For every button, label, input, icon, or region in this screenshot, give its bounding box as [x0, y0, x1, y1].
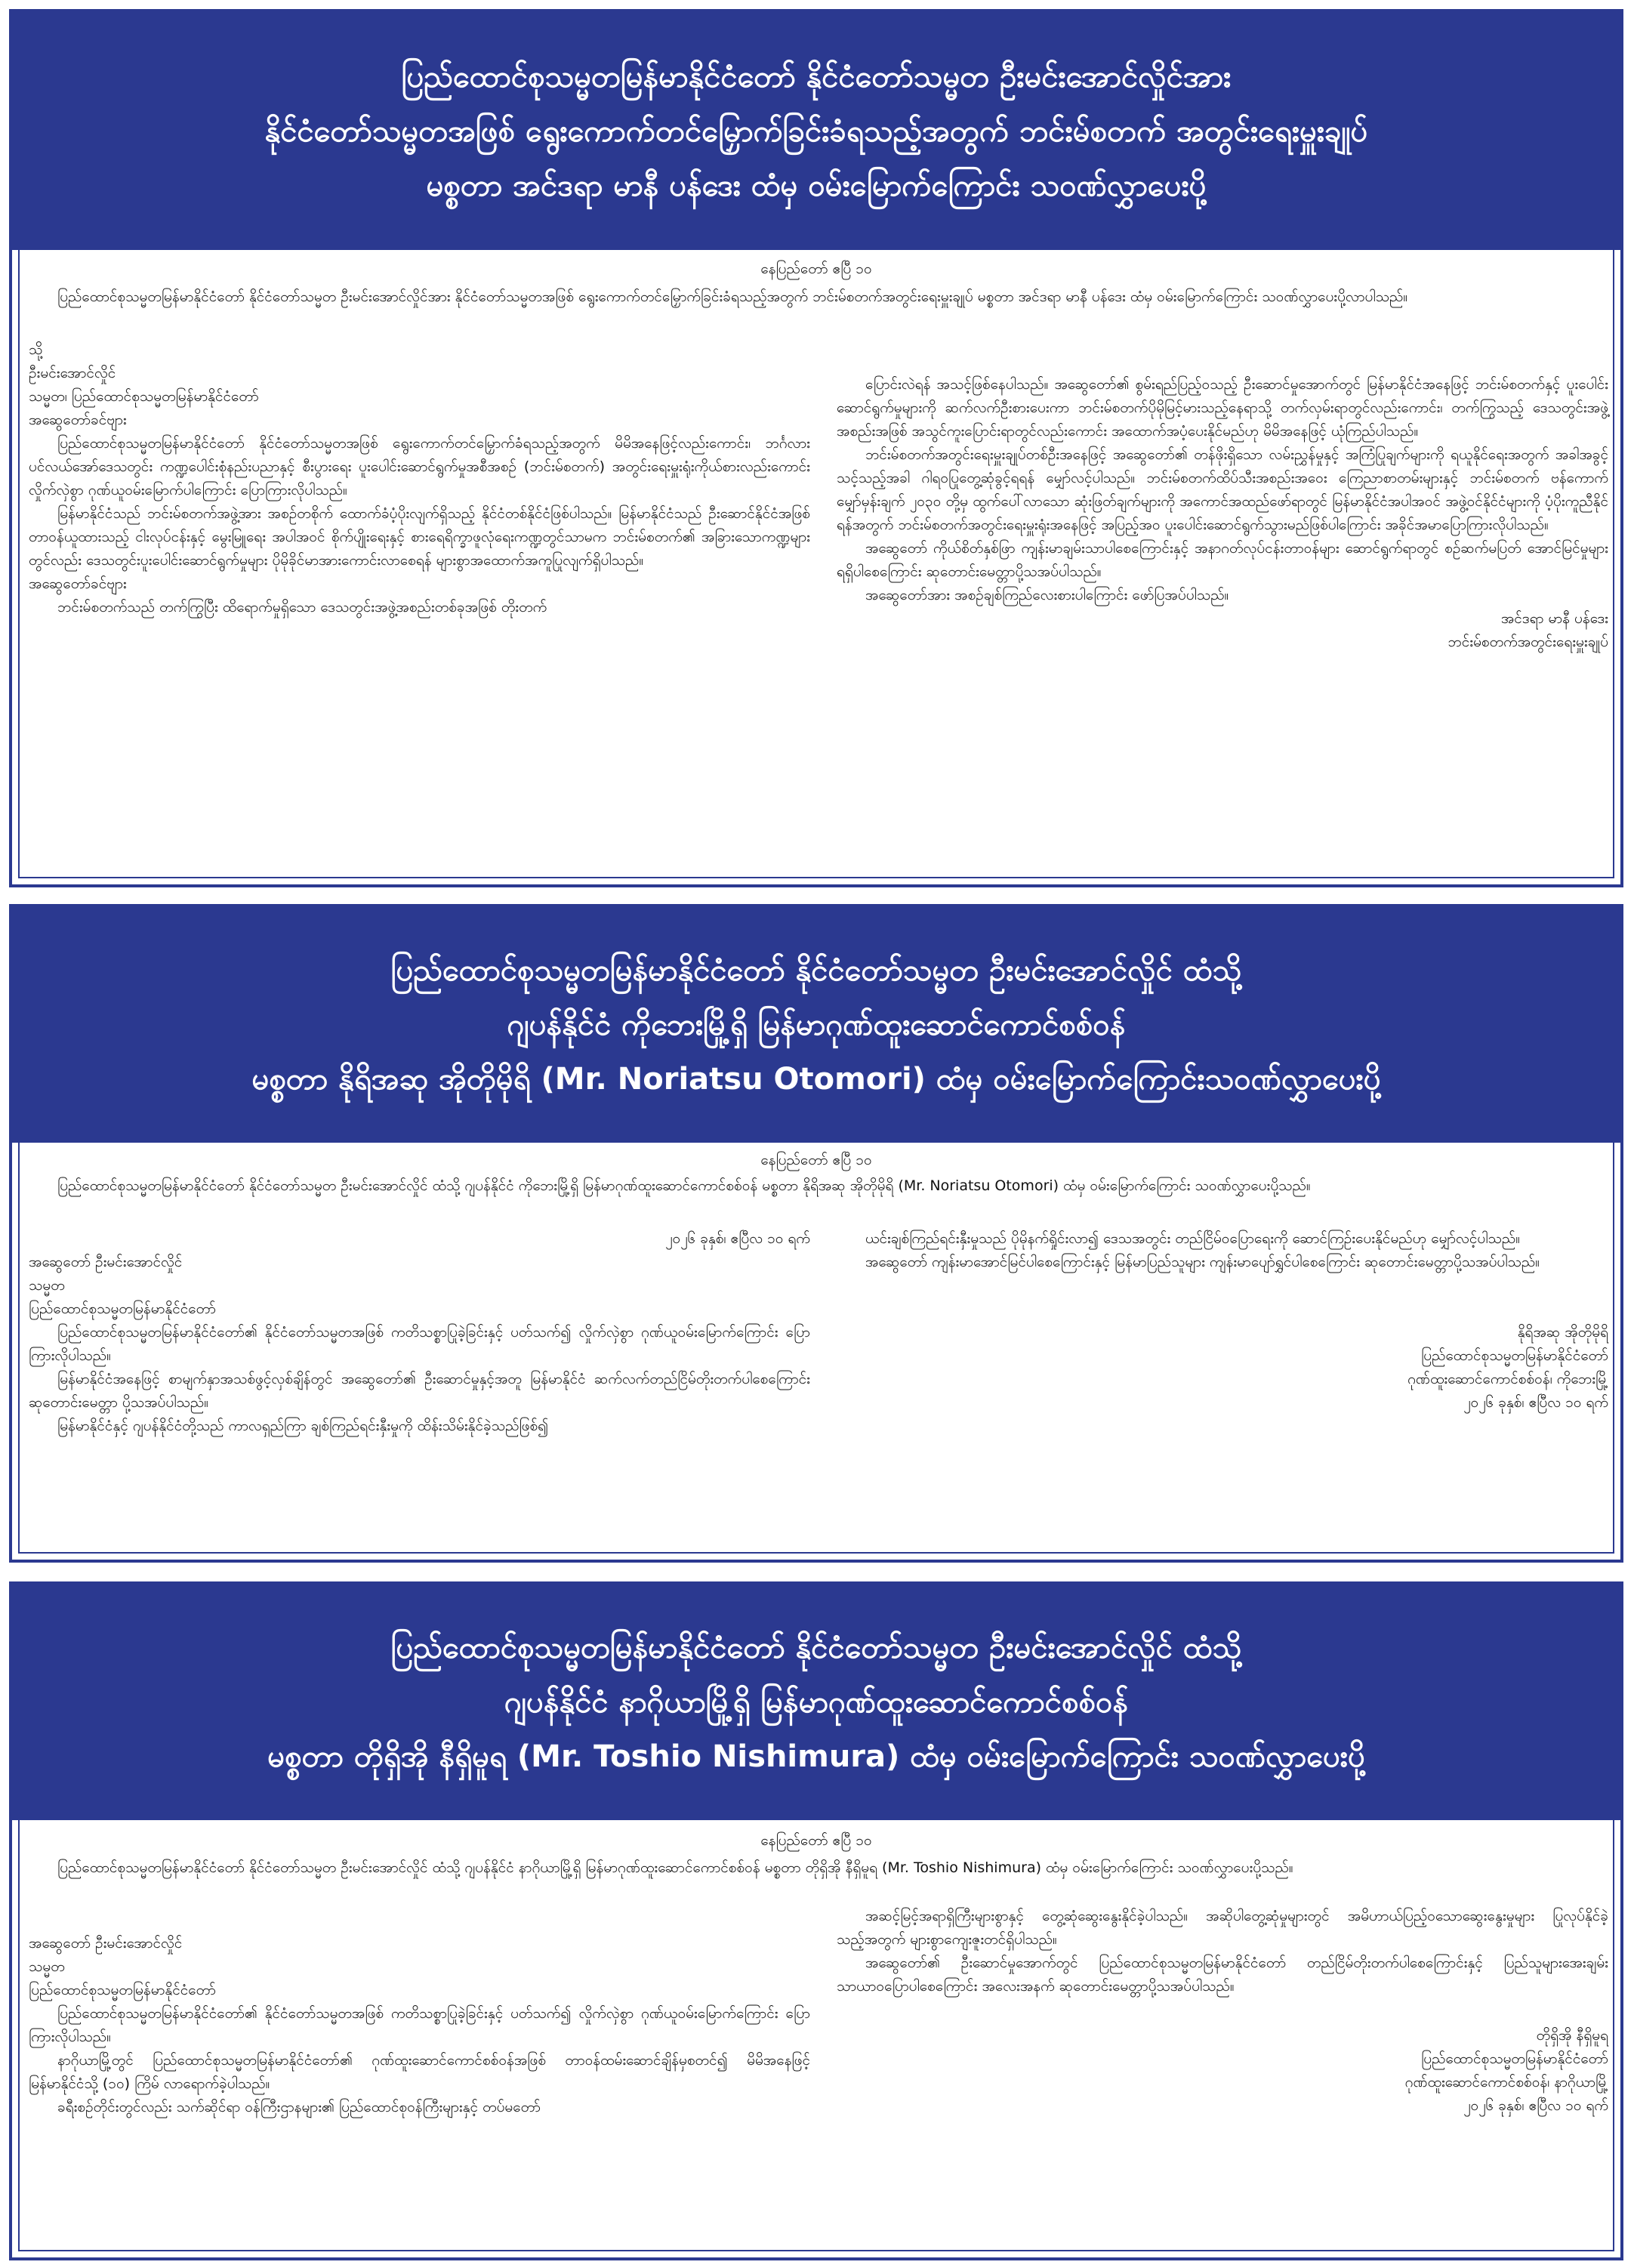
signature-title: ဘင်းမ်စတက်အတွင်းရေးမှူးချုပ်: [1447, 634, 1608, 650]
signature-name: နိုရိအဆု အိုတိုမိုရိ: [1517, 1324, 1608, 1341]
notice-nagoya-consul: [9, 1581, 1623, 2260]
banner-title-line: မစ္စတာ နိုရိအဆု အိုတိုမိုရိ (Mr. Noriatsu Otomori) ထံမှ ဝမ်းမြောက်ကြောင်းသဝဏ်လွှာပေးပို့: [251, 1062, 1381, 1097]
addressee-title: သမ္မတ: [29, 1958, 65, 1975]
notice-banner: [12, 1585, 1620, 1820]
intro-paragraph: ပြည်ထောင်စုသမ္မတမြန်မာနိုင်ငံတော် နိုင်ငံတော်သမ္မတ ဦးမင်းအောင်လှိုင်အား နိုင်ငံတော်သမ္မတအဖြစ် ရွေးကောက်တင်မြှောက်ခြင်းခံရသည့်အတွက် ဘင်းမ်စတက်အတွင်းရေးမှူးချုပ် မစ္စတာ အင်ဒရာ မာနီ ပန်ဒေး ထံမှ ဝမ်းမြောက်ကြောင်း သဝဏ်လွှာပေးပို့လာပါသည်။: [57, 289, 1408, 305]
letter-paragraph: အဆွေတော်၏ ဦးဆောင်မှုအောက်တွင် ပြည်ထောင်စုသမ္မတမြန်မာနိုင်ငံတော် တည်ငြိမ်တိုးတက်ပါစေကြောင်းနှင့် ပြည်သူများအေးချမ်းသာယာဝပြောပါစေကြောင်း အလေးအနက် ဆုတောင်းမေတ္တာပို့သအပ်ပါသည်။: [837, 1955, 1608, 1995]
letter-paragraph: ပြည်ထောင်စုသမ္မတမြန်မာနိုင်ငံတော်၏ နိုင်ငံတော်သမ္မတအဖြစ် ကတိသစ္စာပြုခဲ့ခြင်းနှင့် ပတ်သက်၍ လှိုက်လှဲစွာ ဂုဏ်ယူဝမ်းမြောက်ကြောင်း ပြောကြားလိုပါသည်။: [29, 1324, 810, 1364]
letter-left-column: [29, 1227, 810, 1438]
signature-line: ပြည်ထောင်စုသမ္မတမြန်မာနိုင်ငံတော်: [1421, 2050, 1608, 2067]
signature-name: အင်ဒရာ မာနီ ပန်ဒေး: [1500, 610, 1608, 627]
letter-date: ၂၀၂၆ ခုနှစ်၊ ဧပြီလ ၁၀ ရက်: [665, 1230, 810, 1247]
greeting: အဆွေတော်ခင်ဗျား: [29, 412, 127, 428]
addressee-country: ပြည်ထောင်စုသမ္မတမြန်မာနိုင်ငံတော်: [29, 1982, 216, 1998]
addressee-name: အဆွေတော် ဦးမင်းအောင်လှိုင်: [29, 1254, 183, 1270]
letter-paragraph: အဆွေတော် ကိုယ်စိတ်နှစ်ဖြာ ကျန်းမာချမ်းသာပါစေကြောင်းနှင့် အနာဂတ်လုပ်ငန်းတာဝန်များ ဆောင်ရွက်ရာတွင် စဉ်ဆက်မပြတ် အောင်မြင်မှုများ ရရှိပါစေကြောင်း ဆုတောင်းမေတ္တာပို့သအပ်ပါသည်။: [837, 540, 1608, 580]
signature-name: တိုရှိအို နီရှိမူရ: [1536, 2027, 1608, 2044]
letter-right-column: [837, 1227, 1608, 1415]
intro-paragraph: ပြည်ထောင်စုသမ္မတမြန်မာနိုင်ငံတော် နိုင်ငံတော်သမ္မတ ဦးမင်းအောင်လှိုင် ထံသို့ ဂျပန်နိုင်ငံ ကိုဘေးမြို့ရှိ မြန်မာဂုဏ်ထူးဆောင်ကောင်စစ်ဝန် မစ္စတာ နိုရိအဆု အိုတိုမိုရိ (Mr. Noriatsu Otomori) ထံမှ ဝမ်းမြောက်ကြောင်း သဝဏ်လွှာပေးပို့သည်။: [57, 1177, 1311, 1194]
letter-paragraph: ဘင်းမ်စတက်သည် တက်ကြွပြီး ထိရောက်မှုရှိသော ဒေသတွင်းအဖွဲ့အစည်းတစ်ခုအဖြစ် တိုးတက်: [57, 599, 547, 616]
dateline: နေပြည်တော် ဧပြီ ၁၀: [760, 261, 872, 277]
addressee-title: သမ္မတ: [29, 1277, 65, 1294]
intro-paragraph: ပြည်ထောင်စုသမ္မတမြန်မာနိုင်ငံတော် နိုင်ငံတော်သမ္မတ ဦးမင်းအောင်လှိုင် ထံသို့ ဂျပန်နိုင်ငံ နာဂိုယာမြို့ရှိ မြန်မာဂုဏ်ထူးဆောင်ကောင်စစ်ဝန် မစ္စတာ တိုရှိအို နီရှိမူရ (Mr. Toshio Nishimura) ထံမှ ဝမ်းမြောက်ကြောင်း သဝဏ်လွှာပေးပို့သည်။: [57, 1859, 1293, 1876]
banner-title-line: ဂျပန်နိုင်ငံ နာဂိုယာမြို့ရှိ မြန်မာဂုဏ်ထူးဆောင်ကောင်စစ်ဝန်: [504, 1685, 1129, 1720]
salutation-to: သို့: [29, 341, 43, 358]
signature-line: ဂုဏ်ထူးဆောင်ကောင်စစ်ဝန်၊ ကိုဘေးမြို့: [1407, 1371, 1608, 1387]
banner-title-line: နိုင်ငံတော်သမ္မတအဖြစ် ရွေးကောက်တင်မြှောက်ခြင်းခံရသည့်အတွက် ဘင်းမ်စတက် အတွင်းရေးမှူးချုပ်: [264, 113, 1368, 149]
letter-paragraph: ယင်းချစ်ကြည်ရင်းနှီးမှုသည် ပိုမိုနက်ရှိုင်းလာ၍ ဒေသအတွင်း တည်ငြိမ်ဝပြောရေးကို ဆောင်ကြဉ်းပေးနိုင်မည်ဟု မျှော်လင့်ပါသည်။: [865, 1230, 1520, 1247]
dateline: နေပြည်တော် ဧပြီ ၁၀: [760, 1832, 872, 1849]
letter-paragraph: အဆွေတော် ကျန်းမာအောင်မြင်ပါစေကြောင်းနှင့် မြန်မာပြည်သူများ ကျန်းမာပျော်ရွှင်ပါစေကြောင်း ဆုတောင်းမေတ္တာပို့သအပ်ပါသည်။: [865, 1254, 1540, 1270]
letter-right-column: [837, 373, 1608, 654]
greeting: အဆွေတော်ခင်ဗျား: [29, 575, 127, 592]
notice-bimstec: [9, 9, 1623, 887]
letter-paragraph: ပြည်ထောင်စုသမ္မတမြန်မာနိုင်ငံတော် နိုင်ငံတော်သမ္မတအဖြစ် ရွေးကောက်တင်မြှောက်ခံရသည့်အတွက် မိမိအနေဖြင့်လည်းကောင်း၊ ဘင်္ဂလားပင်လယ်အော်ဒေသတွင်း ကဏ္ဍပေါင်းစုံနည်းပညာနှင့် စီးပွားရေး ပူးပေါင်းဆောင်ရွက်မှုအစီအစဉ် (ဘင်းမ်စတက်) အတွင်းရေးမှူးရုံးကိုယ်စားလည်းကောင်း လှိုက်လှဲစွာ ဂုဏ်ယူဝမ်းမြောက်ပါကြောင်း ပြောကြားလိုပါသည်။: [29, 435, 810, 498]
letter-paragraph: မြန်မာနိုင်ငံအနေဖြင့် စာမျက်နှာအသစ်ဖွင့်လှစ်ချိန်တွင် အဆွေတော်၏ ဦးဆောင်မှုနှင့်အတူ မြန်မာနိုင်ငံ ဆက်လက်တည်ငြိမ်တိုးတက်ပါစေကြောင်း ဆုတောင်းမေတ္တာ ပို့သအပ်ပါသည်။: [29, 1371, 810, 1411]
letter-paragraph: မြန်မာနိုင်ငံနှင့် ဂျပန်နိုင်ငံတို့သည် ကာလရှည်ကြာ ချစ်ကြည်ရင်းနှီးမှုကို ထိန်းသိမ်းနိုင်ခဲ့သည်ဖြစ်၍: [57, 1418, 549, 1434]
banner-title-line: မစ္စတာ တိုရှိအို နီရှိမူရ (Mr. Toshio Nishimura) ထံမှ ဝမ်းမြောက်ကြောင်း သဝဏ်လွှာပေးပို့: [267, 1739, 1365, 1774]
letter-left-column: [29, 338, 810, 619]
addressee-name: ဦးမင်းအောင်လှိုင်: [29, 365, 116, 381]
signature-line: ဂုဏ်ထူးဆောင်ကောင်စစ်ဝန်၊ နာဂိုယာမြို့: [1404, 2074, 1608, 2091]
letter-paragraph: အဆင့်မြင့်အရာရှိကြီးများစွာနှင့် တွေ့ဆုံဆွေးနွေးနိုင်ခဲ့ပါသည်။ အဆိုပါတွေ့ဆုံမှုများတွင် အမိဟာယ်ပြည့်ဝသောဆွေးနွေးမှုများ ပြုလုပ်နိုင်ခဲ့သည့်အတွက် များစွာကျေးဇူးတင်ရှိပါသည်။: [837, 1908, 1608, 1948]
banner-title-line: ပြည်ထောင်စုသမ္မတမြန်မာနိုင်ငံတော် နိုင်ငံတော်သမ္မတ ဦးမင်းအောင်လှိုင် ထံသို့: [390, 1631, 1242, 1665]
notice-kobe-consul: [9, 904, 1623, 1563]
notice-banner: [12, 907, 1620, 1143]
letter-left-column: [29, 1932, 810, 2119]
addressee-name: အဆွေတော် ဦးမင်းအောင်လှိုင်: [29, 1935, 183, 1952]
banner-title-line: မစ္စတာ အင်ဒရာ မာနီ ပန်ဒေး ထံမှ ဝမ်းမြောက်ကြောင်း သဝဏ်လွှာပေးပို့: [426, 168, 1207, 203]
signature-date: ၂၀၂၆ ခုနှစ်၊ ဧပြီလ ၁၀ ရက်: [1463, 2097, 1608, 2114]
banner-title-line: ပြည်ထောင်စုသမ္မတမြန်မာနိုင်ငံတော် နိုင်ငံတော်သမ္မတ ဦးမင်းအောင်လှိုင် ထံသို့: [390, 953, 1242, 988]
addressee-country: ပြည်ထောင်စုသမ္မတမြန်မာနိုင်ငံတော်: [29, 1301, 216, 1317]
letter-paragraph: နာဂိုယာမြို့တွင် ပြည်ထောင်စုသမ္မတမြန်မာနိုင်ငံတော်၏ ဂုဏ်ထူးဆောင်ကောင်စစ်ဝန်အဖြစ် တာဝန်ထမ်းဆောင်ချိန်မှစတင်၍ မိမိအနေဖြင့် မြန်မာနိုင်ငံသို့ (၁၀) ကြိမ် လာရောက်ခဲ့ပါသည်။: [29, 2052, 810, 2092]
banner-title-line: ပြည်ထောင်စုသမ္မတမြန်မာနိုင်ငံတော် နိုင်ငံတော်သမ္မတ ဦးမင်းအောင်လှိုင်အား: [401, 59, 1232, 94]
banner-title-line: ဂျပန်နိုင်ငံ ကိုဘေးမြို့ရှိ မြန်မာဂုဏ်ထူးဆောင်ကောင်စစ်ဝန်: [507, 1007, 1126, 1042]
letter-right-column: [837, 1905, 1608, 2118]
letter-paragraph: အဆွေတော်အား အစဉ်ချစ်ကြည်လေးစားပါကြောင်း ဖော်ပြအပ်ပါသည်။: [865, 587, 1229, 603]
signature-line: ပြည်ထောင်စုသမ္မတမြန်မာနိုင်ငံတော်: [1421, 1347, 1608, 1364]
letter-paragraph: မြန်မာနိုင်ငံသည် ဘင်းမ်စတက်အဖွဲ့အား အစဉ်တစိုက် ထောက်ခံပံ့ပိုးလျက်ရှိသည့် နိုင်ငံတစ်နိုင်ငံဖြစ်ပါသည်။ မြန်မာနိုင်ငံသည် ဦးဆောင်နိုင်ငံအဖြစ် တာဝန်ယူထားသည့် ငါးလုပ်ငန်းနှင့် မွေးမြူရေး အပါအဝင် စိုက်ပျိုးရေးနှင့် စားရေရိက္ခာဖူလုံရေးကဏ္ဍတွင်သာမက ဘင်းမ်စတက်၏ အခြားသောကဏ္ဍများတွင်လည်း ဒေသတွင်းပူးပေါင်းဆောင်ရွက်မှုများ ပိုမိုခိုင်မာအားကောင်းလာစေရန် များစွာအထောက်အကူပြုလျက်ရှိပါသည်။: [29, 505, 810, 569]
letter-paragraph: ခရီးစဉ်တိုင်းတွင်လည်း သက်ဆိုင်ရာ ဝန်ကြီးဌာနများ၏ ပြည်ထောင်စုဝန်ကြီးများနှင့် တပ်မတော်: [57, 2099, 541, 2115]
signature-date: ၂၀၂၆ ခုနှစ်၊ ဧပြီလ ၁၀ ရက်: [1463, 1394, 1608, 1411]
addressee-title: သမ္မတ၊ ပြည်ထောင်စုသမ္မတမြန်မာနိုင်ငံတော်: [29, 388, 259, 405]
letter-paragraph: ဘင်းမ်စတက်အတွင်းရေးမှူးချုပ်တစ်ဦးအနေဖြင့် အဆွေတော်၏ တန်ဖိုးရှိသော လမ်းညွှန်မှုနှင့် အကြံပြုချက်များကို ရယူနိုင်ရေးအတွက် အခါအခွင့်သင့်သည့်အခါ ဂါရဝပြုတွေ့ဆုံခွင့်ရရန် မျှော်လင့်ပါသည်။ ဘင်းမ်စတက်ထိပ်သီးအစည်းအဝေး ကြေညာစာတမ်းများနှင့် ဘင်းမ်စတက် ဗန်ကောက်မျှော်မှန်းချက် ၂၀၃၀ တို့မှ ထွက်ပေါ်လာသော ဆုံးဖြတ်ချက်များကို အကောင်အထည်ဖော်ရာတွင် မြန်မာနိုင်ငံအပါအဝင် အဖွဲ့ဝင်နိုင်ငံများကို ပံ့ပိုးကူညီနိုင်ရန်အတွက် ဘင်းမ်စတက်အတွင်းရေးမှူးရုံးအနေဖြင့် အပြည့်အဝ ပူးပေါင်းဆောင်ရွက်သွားမည်ဖြစ်ပါကြောင်း အခိုင်အမာပြောကြားလိုပါသည်။: [837, 446, 1608, 533]
letter-paragraph: ပြည်ထောင်စုသမ္မတမြန်မာနိုင်ငံတော်၏ နိုင်ငံတော်သမ္မတအဖြစ် ကတိသစ္စာပြုခဲ့ခြင်းနှင့် ပတ်သက်၍ လှိုက်လှဲစွာ ဂုဏ်ယူဝမ်းမြောက်ကြောင်း ပြောကြားလိုပါသည်။: [29, 2005, 810, 2045]
dateline: နေပြည်တော် ဧပြီ ၁၀: [760, 1152, 872, 1168]
notice-banner: [12, 12, 1620, 250]
letter-paragraph: ပြောင်းလဲရန် အသင့်ဖြစ်နေပါသည်။ အဆွေတော်၏ စွမ်းရည်ပြည့်ဝသည့် ဦးဆောင်မှုအောက်တွင် မြန်မာနိုင်ငံအနေဖြင့် ဘင်းမ်စတက်နှင့် ပူးပေါင်းဆောင်ရွက်မှုများကို ဆက်လက်ဦးစားပေးကာ ဘင်းမ်စတက်ပိုမိုမြင့်မားသည့်နေရာသို့ တက်လှမ်းရာတွင်လည်းကောင်း၊ တက်ကြွသည့် ဒေသတွင်းအဖွဲ့အစည်းအဖြစ် အသွင်ကူးပြောင်းရာတွင်လည်းကောင်း အထောက်အပံ့ပေးနိုင်မည်ဟု မိမိအနေဖြင့် ယုံကြည်ပါသည်။: [837, 376, 1608, 440]
